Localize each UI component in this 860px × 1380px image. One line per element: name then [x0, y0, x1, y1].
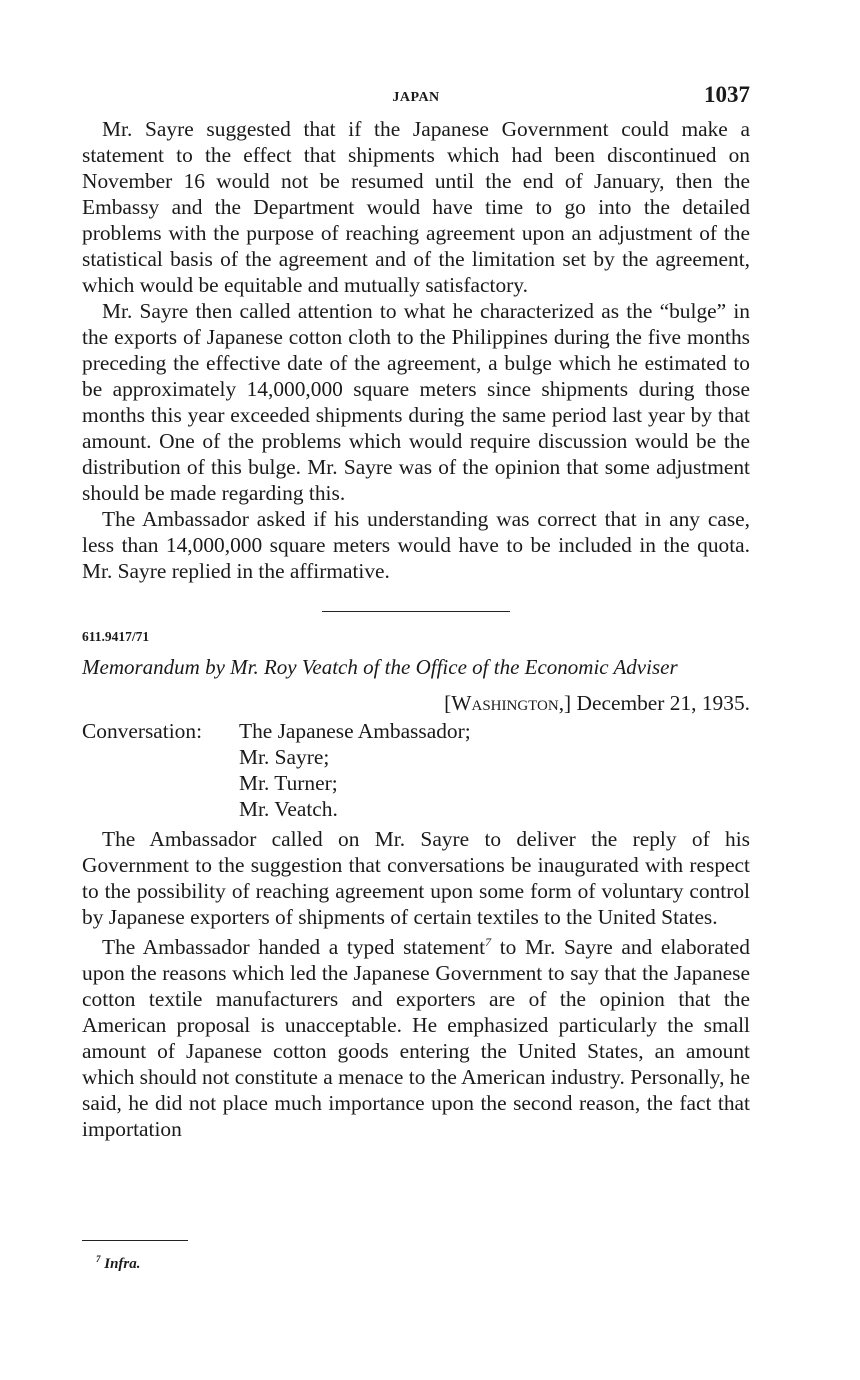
page — [82, 82, 750, 1142]
memorandum-title: Memorandum by Mr. Roy Veatch of the Office of the Economic Adviser — [82, 655, 678, 679]
dateline-date: December 21, 1935. — [576, 691, 750, 715]
footnote-mark: 7 — [96, 1254, 101, 1264]
participant-list — [239, 718, 750, 822]
footnote — [96, 1254, 141, 1273]
running-head — [82, 82, 750, 116]
statement-text-start: The Ambassador handed a typed statement — [102, 935, 486, 959]
running-title: JAPAN — [392, 90, 440, 105]
paragraph-sayre-suggestion: Mr. Sayre suggested that if the Japanese Government could make a statement to the effect that shipments which had been discontinued on November 16 would not be resumed until the end of January, then the Embassy and the Department would have time to go into the detailed problems with the purpose of reaching agreement upon an adjustment of the statistical basis of the agreement and of the limitation set by the agreement, which would be equitable and mutually satisfactory. — [82, 117, 750, 297]
paragraph-delivery: The Ambassador called on Mr. Sayre to deliver the reply of his Government to the suggestion that conversations be inaugurated with respect to the possibility of reaching agreement upon some form of voluntary control by Japanese exporters of shipments of certain textiles to the United States. — [82, 827, 750, 929]
page-number: 1037 — [704, 82, 750, 107]
footnote-rule — [82, 1240, 188, 1241]
document-file-number: 611.9417/71 — [82, 629, 150, 644]
footnote-text: Infra. — [104, 1256, 141, 1272]
dateline — [82, 690, 750, 716]
participant: Mr. Veatch. — [239, 797, 338, 821]
conversation-block — [82, 718, 750, 822]
section-divider — [322, 611, 510, 612]
dateline-place: [Washington,] — [444, 691, 572, 715]
footnote-reference: 7 — [485, 934, 492, 949]
participant: Mr. Sayre; — [239, 745, 330, 769]
participant: Mr. Turner; — [239, 771, 338, 795]
participant: The Japanese Ambassador; — [239, 719, 471, 743]
paragraph-typed-statement — [82, 934, 750, 1142]
paragraph-quota: The Ambassador asked if his understanding was correct that in any case, less than 14,000,000 square meters would have to be included in the quota. Mr. Sayre replied in the affirmative. — [82, 507, 750, 583]
paragraph-bulge: Mr. Sayre then called attention to what he characterized as the “bulge” in the exports of Japanese cotton cloth to the Philippines during the five months preceding the effective date of the agreement, a bulge which he estimated to be approximately 14,000,000 square meters since shipments during those months this year exceeded shipments during the same period last year by that amount. One of the problems which would require discussion would be the distribution of this bulge. Mr. Sayre was of the opinion that some adjustment should be made regarding this. — [82, 299, 750, 505]
statement-text-end: to Mr. Sayre and elaborated upon the reasons which led the Japanese Government to say that the Japanese cotton textile manufacturers and exporters are of the opinion that the American proposal is unacceptable. He emphasized particularly the small amount of Japanese cotton goods entering the United States, an amount which should not constitute a menace to the American industry. Personally, he said, he did not place much importance upon the second reason, the fact that importation — [82, 935, 750, 1141]
conversation-label: Conversation: — [82, 719, 203, 743]
